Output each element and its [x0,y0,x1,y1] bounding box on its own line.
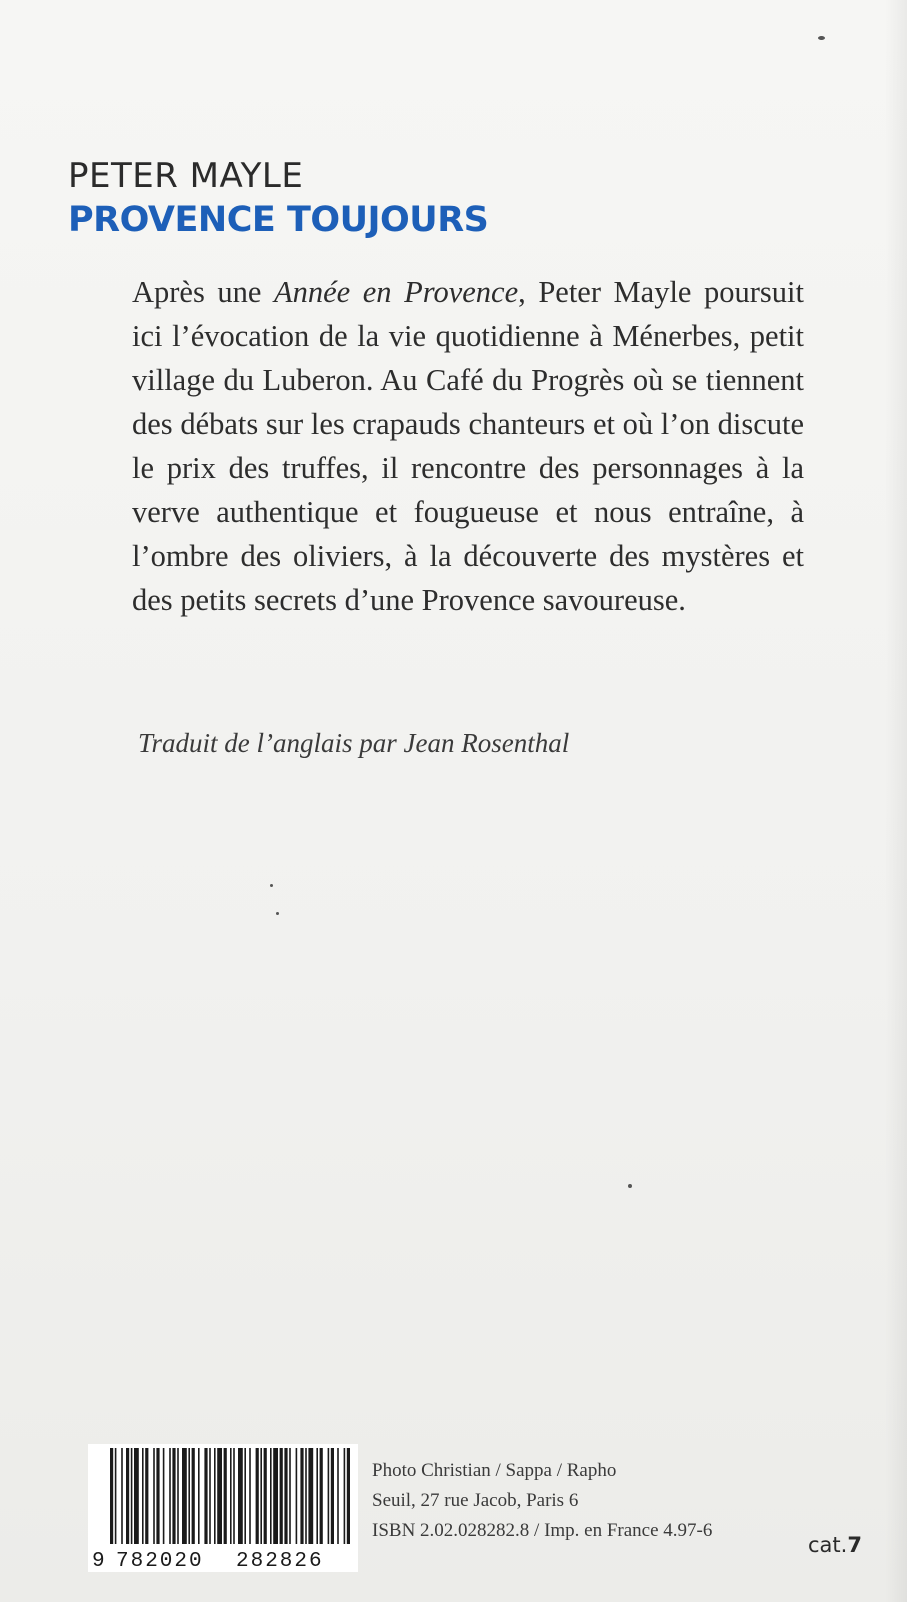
barcode-bar [260,1448,262,1544]
barcode-bar [284,1448,287,1544]
barcode-bar [320,1448,323,1544]
barcode-bar [264,1448,267,1544]
barcode-bar [115,1448,117,1544]
author-name: PETER MAYLE [68,156,304,196]
barcode-bar [214,1448,216,1544]
barcode-bar [273,1448,278,1544]
barcode-bar [192,1448,195,1544]
barcode-bar [328,1448,330,1544]
barcode-bar [331,1448,334,1544]
barcode-bar [121,1448,123,1544]
publisher-address: Seuil, 27 rue Jacob, Paris 6 [372,1490,579,1511]
barcode-bar [233,1448,235,1544]
barcode-bar [347,1448,350,1544]
barcode-bar [249,1448,251,1544]
print-speck [276,912,279,915]
print-speck [270,884,273,887]
barcode-bar [169,1448,171,1544]
barcode-bar [305,1448,307,1544]
barcode-bar [224,1448,227,1544]
barcode-digits-right: 282826 [236,1550,324,1572]
blurb-italic-title: Année en Provence [274,275,519,309]
barcode-bar [238,1448,243,1544]
barcode-bar [316,1448,318,1544]
barcode-bar [300,1448,303,1544]
barcode-bar [230,1448,232,1544]
barcode-graphic [88,1444,358,1572]
book-title: PROVENCE TOUJOURS [68,200,489,240]
barcode-bar [177,1448,179,1544]
barcode-bar [131,1448,133,1544]
barcode-bar [182,1448,187,1544]
publisher-credits [372,1456,712,1546]
barcode-bar [153,1448,155,1544]
print-speck [818,36,825,40]
translator-credit: Traduit de l’anglais par Jean Rosenthal [138,728,570,758]
barcode-digits-left: 782020 [116,1550,204,1572]
barcode-bar [337,1448,339,1544]
barcode-bar [134,1448,139,1544]
barcode-bar [280,1448,283,1544]
barcode-bar [145,1448,148,1544]
barcode-bar [163,1448,165,1544]
photo-credit: Photo Christian / Sappa / Rapho [372,1460,617,1481]
print-speck [628,1184,632,1188]
barcode-bar [217,1448,222,1544]
barcode-bar [110,1448,113,1544]
barcode-bar [270,1448,272,1544]
catalog-prefix: cat. [808,1533,848,1557]
barcode-bar [198,1448,200,1544]
barcode-bar [188,1448,190,1544]
barcode-bar [244,1448,246,1544]
barcode-bar [308,1448,313,1544]
barcode-bar [142,1448,144,1544]
barcode-digit-first: 9 [92,1550,105,1572]
blurb-text-rest: , Peter Mayle poursuit ici l’évocation de la vie quotidienne à Ménerbes, petit village du Luberon. Au Café du Progrès où se tiennent des débats sur les crapauds chanteurs et où l’on discute le prix des truffes, il rencontre des personnages à la verve authentique et fougueuse et nous entraîne, à l’ombre des oliviers, à la découverte des mystères et des petits secrets d’une Provence savoureuse. [132,275,804,617]
barcode-bar [156,1448,159,1544]
barcode-bar [172,1448,175,1544]
isbn-barcode [88,1444,358,1572]
blurb-paragraph [132,270,804,622]
blurb-text-start: Après une [132,275,274,309]
isbn-line: ISBN 2.02.028282.8 / Imp. en France 4.97-6 [372,1520,713,1541]
catalog-number: 7 [847,1533,862,1557]
barcode-bar [209,1448,211,1544]
catalog-code [808,1533,862,1557]
barcode-bar [204,1448,207,1544]
barcode-bar [289,1448,291,1544]
barcode-bar [296,1448,298,1544]
barcode-bar [344,1448,346,1544]
cover-edge-shadow [885,0,907,1602]
barcode-bar [256,1448,259,1544]
barcode-bar [126,1448,129,1544]
